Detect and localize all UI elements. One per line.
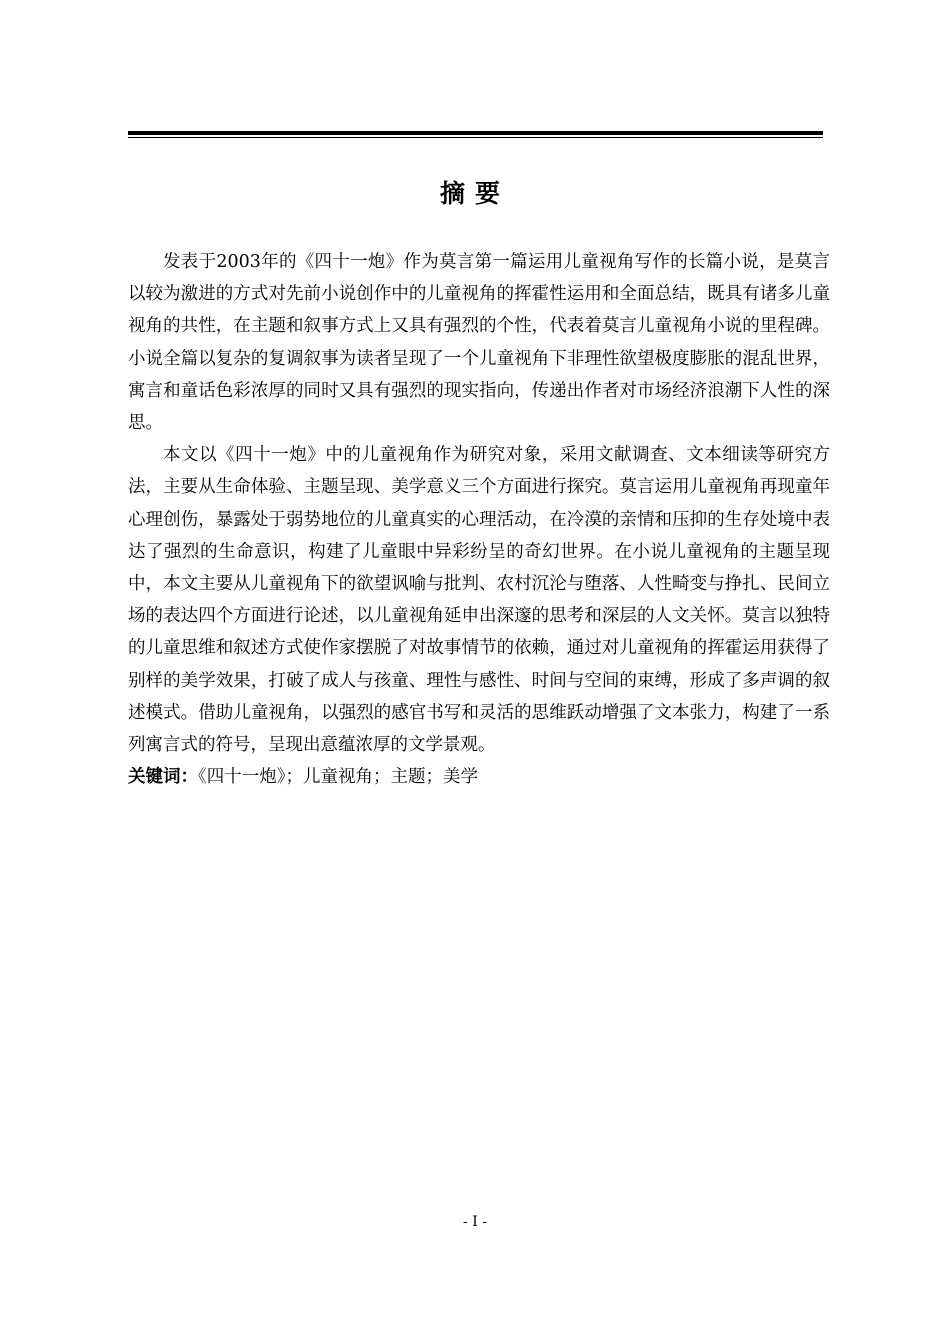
abstract-title: 摘要 — [439, 179, 510, 208]
abstract-body — [128, 246, 830, 793]
header-rule-thin — [128, 137, 823, 138]
keywords-text: 《四十一炮》；儿童视角；主题；美学 — [198, 767, 478, 788]
abstract-paragraph-1: 发表于2003年的《四十一炮》作为莫言第一篇运用儿童视角写作的长篇小说，是莫言以较为激进的方式对先前小说创作中的儿童视角的挥霍性运用和全面总结，既具有诸多儿童视角的共性，在主题和叙事方式上又具有强烈的个性，代表着莫言儿童视角小说的里程碑。小说全篇以复杂的复调叙事为读者呈现了一个儿童视角下非理性欲望极度膨胀的混乱世界，寓言和童话色彩浓厚的同时又具有强烈的现实指向，传递出作者对市场经济浪潮下人性的深思。 — [128, 252, 830, 434]
keywords-line — [128, 761, 830, 793]
page-number: - I - — [463, 1214, 487, 1230]
abstract-paragraph-2: 本文以《四十一炮》中的儿童视角作为研究对象，采用文献调查、文本细读等研究方法，主要从生命体验、主题呈现、美学意义三个方面进行探究。莫言运用儿童视角再现童年心理创伤，暴露处于弱势地位的儿童真实的心理活动，在冷漠的亲情和压抑的生存处境中表达了强烈的生命意识，构建了儿童眼中异彩纷呈的奇幻世界。在小说儿童视角的主题呈现中，本文主要从儿童视角下的欲望讽喻与批判、农村沉沦与堕落、人性畸变与挣扎、民间立场的表达四个方面进行论述，以儿童视角延申出深邃的思考和深层的人文关怀。莫言以独特的儿童思维和叙述方式使作家摆脱了对故事情节的依赖，通过对儿童视角的挥霍运用获得了别样的美学效果，打破了成人与孩童、理性与感性、时间与空间的束缚，形成了多声调的叙述模式。借助儿童视角，以强烈的感官书写和灵活的思维跃动增强了文本张力，构建了一系列寓言式的符号，呈现出意蕴浓厚的文学景观。 — [128, 445, 830, 756]
header-rule-thick — [128, 131, 823, 135]
keywords-label: 关键词： — [128, 767, 198, 788]
header-rule — [128, 131, 823, 138]
